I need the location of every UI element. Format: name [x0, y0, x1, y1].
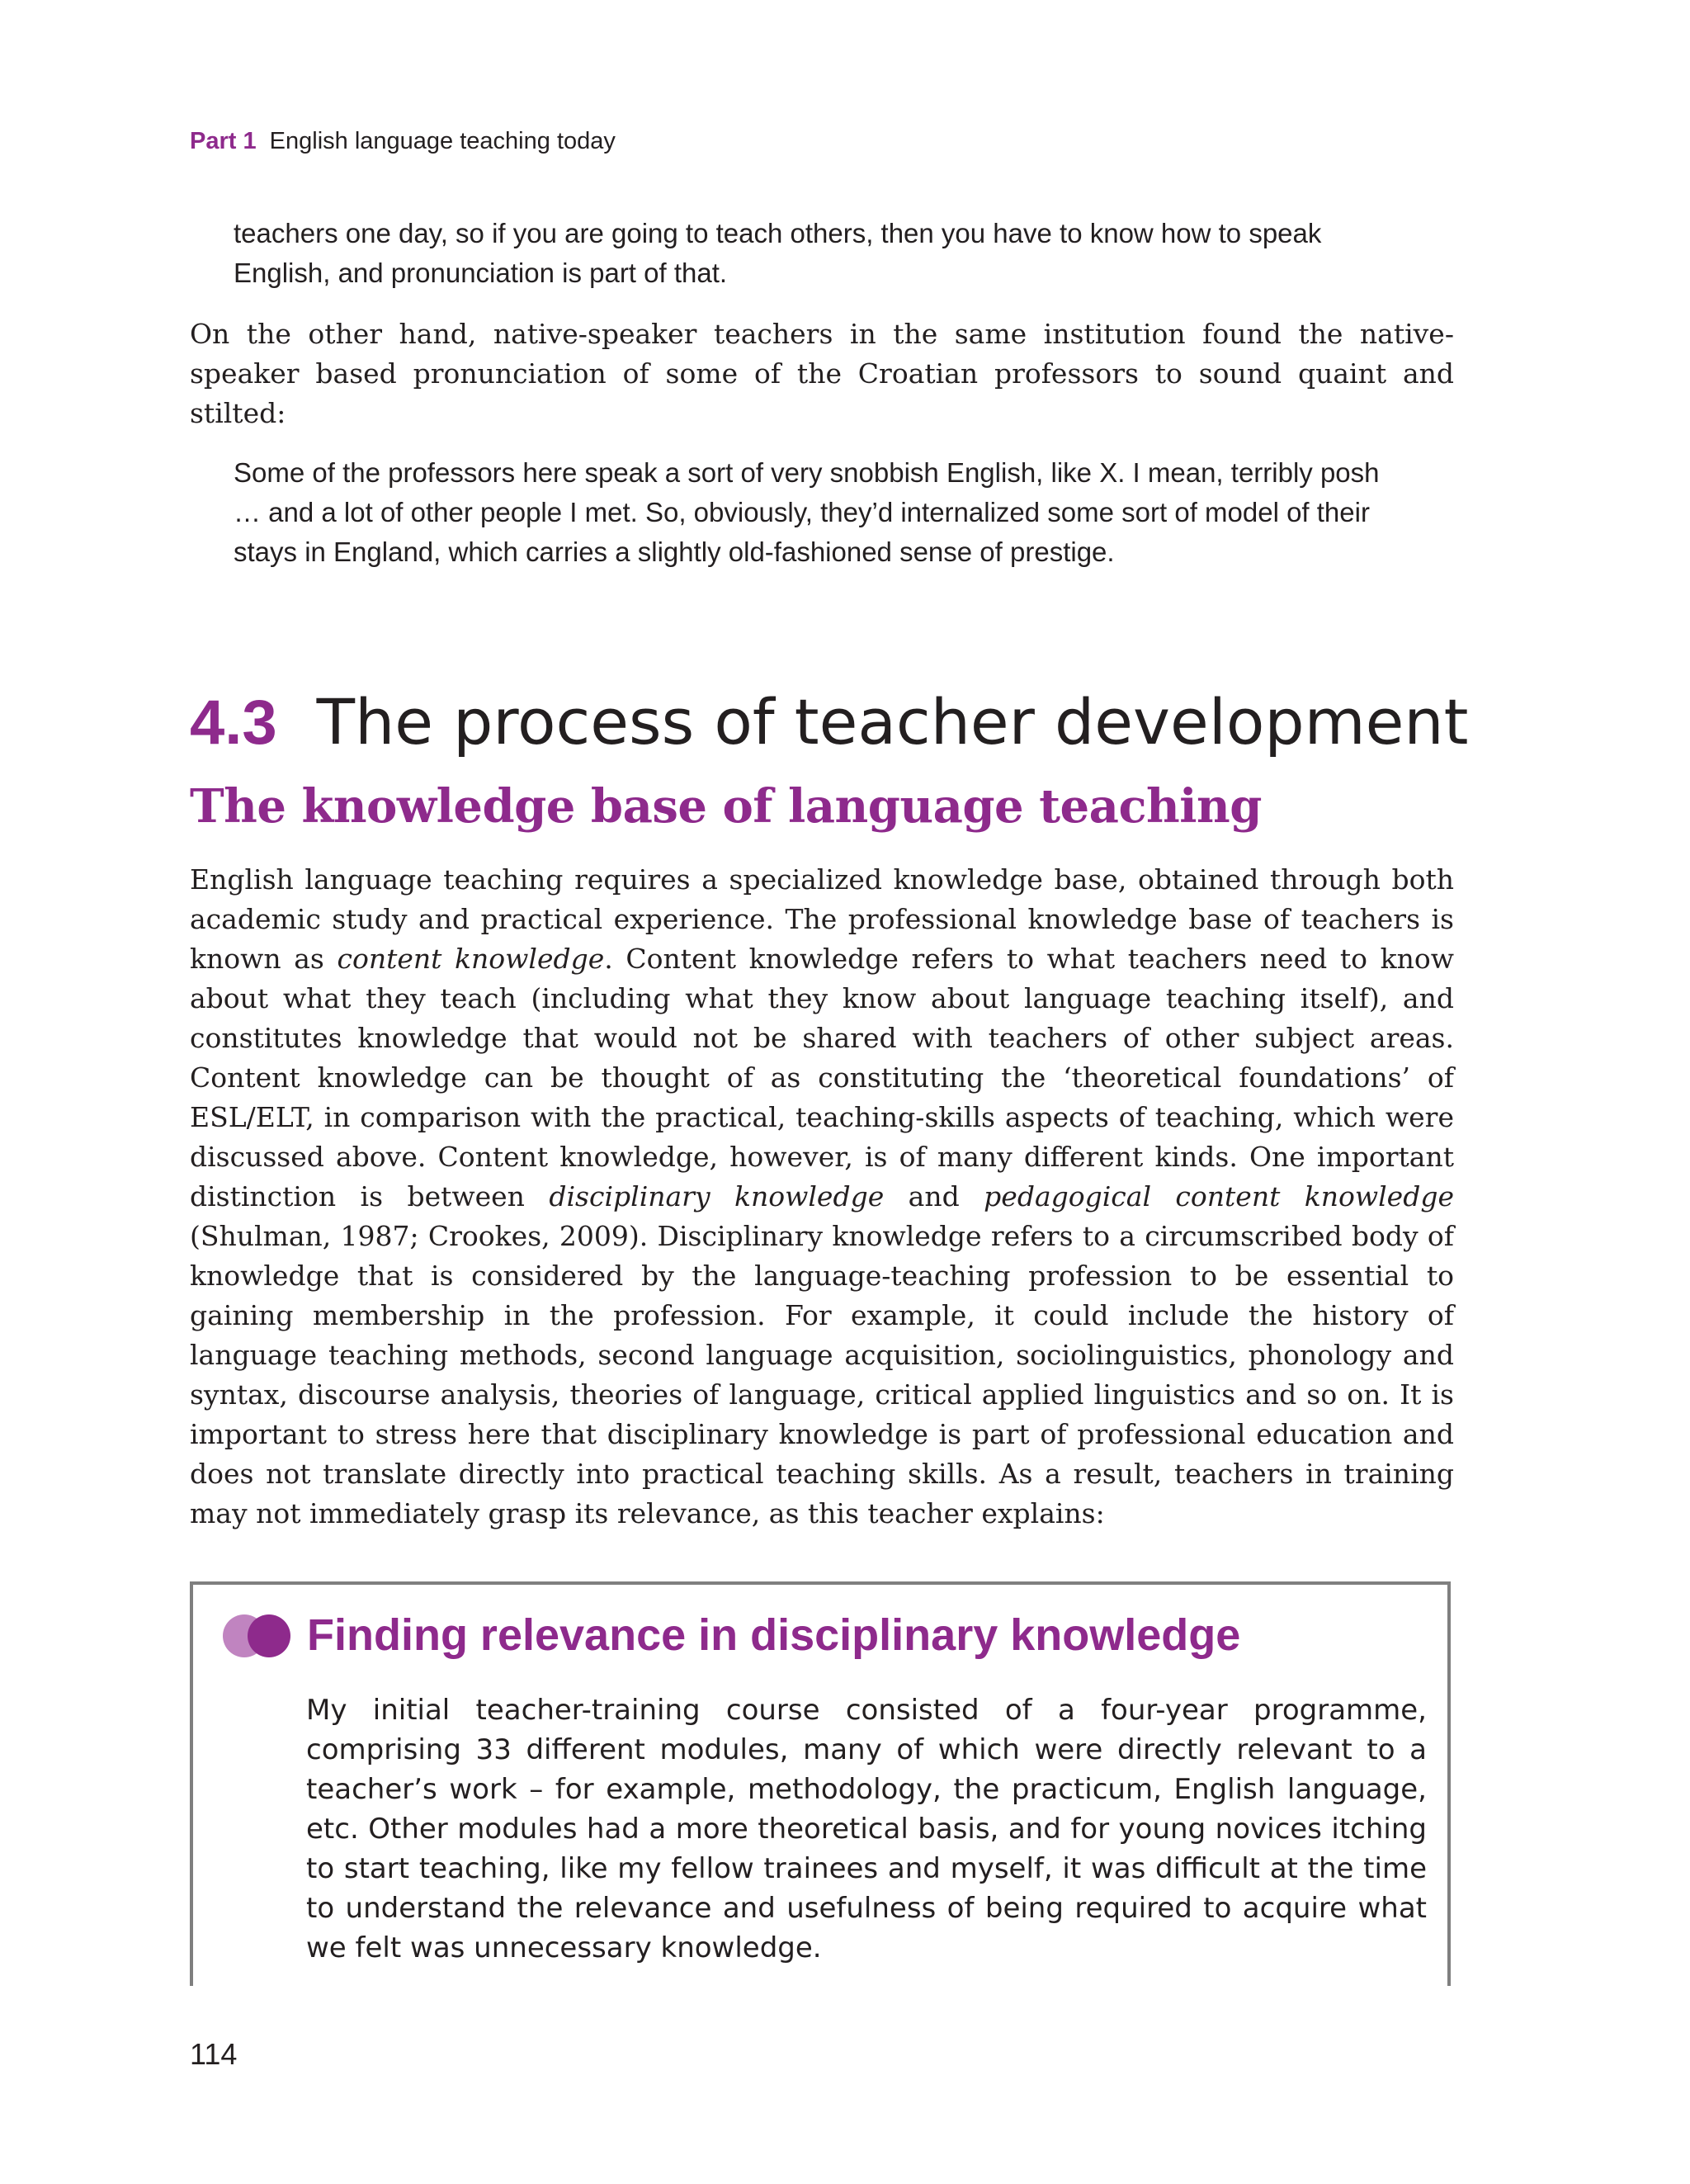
italic-term: pedagogical content knowledge [984, 1180, 1454, 1213]
block-quote: Some of the professors here speak a sort of very snobbish English, like X. I mean, terribly posh … and a lot of other people I met. So, obviously, they’d internalized some sort of model of their stays in England, which carries a slightly old-fashioned sense of prestige. [234, 457, 1380, 567]
body-paragraph: On the other hand, native-speaker teachers in the same institution found the native-speaker based pronunciation of some of the Croatian professors to sound quaint and stilted: [190, 318, 1454, 429]
part-label: Part 1 [190, 128, 257, 154]
box-title: Finding relevance in disciplinary knowledge [307, 1610, 1241, 1660]
body-paragraph [190, 860, 1454, 1534]
italic-term: content knowledge [337, 943, 605, 975]
paragraph-text: and [884, 1180, 984, 1213]
feature-box [190, 1581, 1451, 1986]
running-head [190, 128, 616, 155]
page-number: 114 [190, 2037, 238, 2071]
italic-term: disciplinary knowledge [549, 1180, 885, 1213]
section-title: The process of teacher development [316, 685, 1469, 759]
paragraph-text: (Shulman, 1987; Crookes, 2009). Disciplinary knowledge refers to a circumscribed body of knowledge that is considered by the language-teaching profession to be essential to gaining membership in the profession. For example, it could include the history of language teaching methods, second language acquisition, sociolinguistics, phonology and syntax, discourse analysis, theories of language, critical applied linguistics and so on. It is important to stress here that disciplinary knowledge is part of professional education and does not translate directly into practical teaching skills. As a result, teachers in training may not immediately grasp its relevance, as this teacher explains: [190, 1220, 1454, 1529]
running-head-title: English language teaching today [269, 128, 616, 154]
paragraph-text: English language teaching requires a specialized knowledge base, obtained through both academic study and practical experience. The professional knowledge base of teachers is known as [190, 863, 1454, 975]
block-quote: teachers one day, so if you are going to teach others, then you have to know how to speak English, and pronunciation is part of that. [234, 218, 1322, 288]
section-heading [190, 685, 1468, 759]
subsection-heading: The knowledge base of language teaching [190, 779, 1262, 834]
two-overlapping-circles-icon [221, 1613, 292, 1659]
box-text: My initial teacher-training course consisted of a four-year programme, comprising 33 different modules, many of which were directly relevant to a teacher’s work – for example, methodology, the practicum, English language, etc. Other modules had a more theoretical basis, and for young novices itching to start teaching, like my fellow trainees and myself, it was difficult at the time to understand the relevance and usefulness of being required to acquire what we felt was unnecessary knowledge. [306, 1694, 1427, 1964]
paragraph-text: . Content knowledge refers to what teachers need to know about what they teach (including what they know about language teaching itself), and constitutes knowledge that would not be shared with teachers of other subject areas. Content knowledge can be thought of as constituting the ‘theoretical foundations’ of ESL/ELT, in comparison with the practical, teaching-skills aspects of teaching, which were discussed above. Content knowledge, however, is of many different kinds. One important distinction is between [190, 943, 1454, 1213]
section-number: 4.3 [190, 688, 277, 758]
